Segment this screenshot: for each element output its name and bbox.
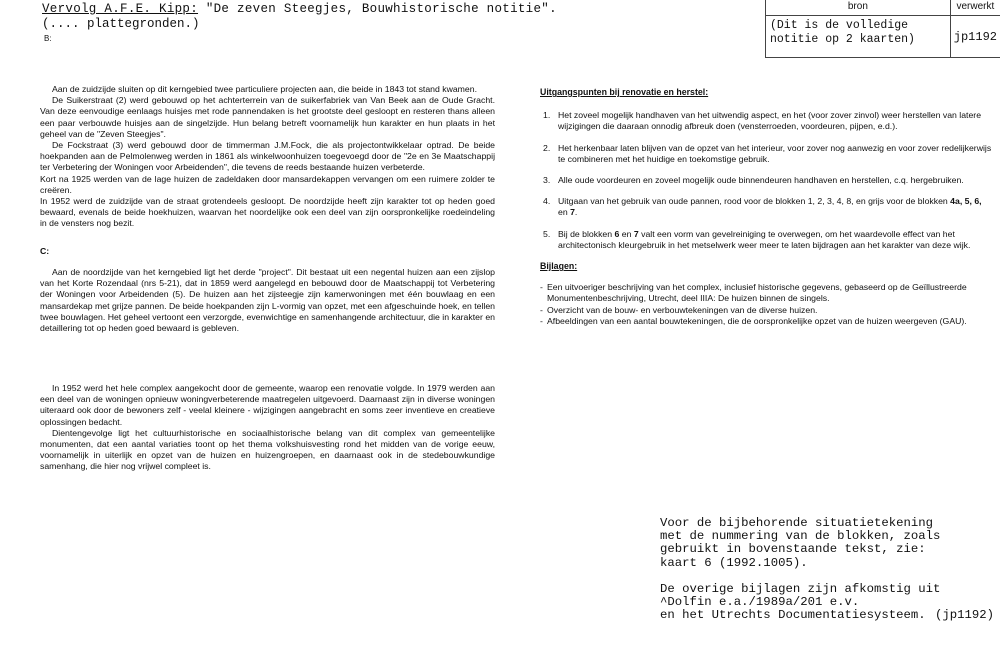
note-line: Voor de bijbehorende situatietekening — [660, 516, 934, 530]
right-column — [540, 87, 992, 327]
paragraph: In 1952 werd de zuidzijde van de straat grotendeels gesloopt. De noordzijde heeft zijn karakter tot op heden goed bewaard, evenals de beide hoekhuizen, waarvan het noordelijke ook een deel van zijn oorspronkelijke roedeindeling in de vensters nog bezit. — [40, 196, 495, 229]
list-item: 3. Alle oude voordeuren en zoveel mogelijk oude binnendeuren handhaven en herstellen, c.q. hergebruiken. — [543, 175, 964, 186]
left-column-end — [40, 383, 495, 473]
note-line: en het Utrechts Documentatiesysteem. (jp1192) — [660, 608, 994, 623]
list-item: 2. Het herkenbaar laten blijven van de opzet van het interieur, voor zover nog aanwezig en voor zover redelijkerwijs te combineren met het huidige en toekomstige gebruik. — [543, 142, 992, 164]
bullet-item: - Een uitvoeriger beschrijving van het complex, inclusief historische gegevens, gebaseerd op de Geïllustreerde Monumentenbeschrijving, Utrecht, deel IIIA: De huizen binnen de singels. — [540, 282, 967, 304]
left-column-c — [40, 267, 495, 334]
note-line: met de nummering van de blokken, zoals — [660, 529, 941, 544]
note-line: ^Dolfin e.a./1989a/201 e.v. — [660, 595, 860, 610]
source-value: (Dit is de volledige notitie op 2 kaarten) — [766, 16, 951, 58]
typed-note — [660, 517, 1000, 622]
paragraph: Dientengevolge ligt het cultuurhistorische en sociaalhistorische belang van dit complex van gemeentelijke monumenten, dat een aantal variaties toont op het thema volkshuisvesting rond het midden van de vorige eeuw, voornamelijk in uiterlijk en opzet van de huizen en huizengroepen, en daarnaast ook in de stedebouwkundige samenhang, die hier nog vrijwel compleet is. — [40, 427, 495, 472]
bullet-item: - Overzicht van de bouw- en verbouwtekeningen van de diverse huizen. — [540, 304, 818, 315]
note-line: gebruikt in bovenstaande tekst, zie: — [660, 542, 926, 557]
source-col-header: bron — [766, 0, 951, 16]
list-item: 1. Het zoveel mogelijk handhaven van het uitwendig aspect, en het (voor zover zinvol) weer herstellen van latere wijzigingen die daaraan onnodig afbreuk doen (vensterroeden, voordeuren, pijpen, e.d.). — [543, 110, 982, 132]
paragraph: Aan de noordzijde van het kerngebied ligt het derde "project". Dit bestaat uit een negental huizen aan een zijslop van het Korte Rozendaal (nrs 5-21), dat in 1859 werd aangelegd en bebouwd door de Maatschappij tot Verbetering der Woningen voor Arbeidenden (5). De huizen aan het zijsteegje zijn kamerwoningen met één bouwlaag en een mansardekap met grijze pannen. De beide hoekpanden zijn L-vormig van opzet, met een afgeschuinde hoek, en tellen twee bouwlagen. Het geheel vertoont een verzorgde, evenwichtige en samenhangende architectuur, die in karakter en detaillering tot op heden goed bewaard is gebleven. — [40, 267, 495, 334]
note-line: kaart 6 (1992.1005). — [660, 555, 808, 570]
bullet-item: - Afbeeldingen van een aantal bouwtekeningen, die de oorspronkelijke opzet van de huizen weergeven (GAU). — [540, 315, 967, 326]
note-signature: (jp1192) — [934, 608, 994, 623]
attachments-heading: Bijlagen: — [540, 261, 578, 272]
list-item: 5. Bij de blokken 6 en 7 valt een vorm van gevelreiniging te overwegen, om het waardevolle effect van het architectonisch kleurgebruik in het metselwerk weer meer te laten bijdragen aan het karakter van deze wijk. — [543, 228, 971, 250]
note-line: De overige bijlagen zijn afkomstig uit — [660, 581, 941, 596]
paragraph: In 1952 werd het hele complex aangekocht door de gemeente, waarop een renovatie volgde. In 1979 werden aan een deel van de woningen opnieuw woningverbeterende maatregelen uitgevoerd. Daarnaast zijn in diverse woningen uiteraard ook door de bewoners zelf - veelal kleinere - wijzigingen aangebracht en soms zeer inventieve en creatieve oplossingen bedacht. — [40, 383, 495, 427]
section-c-label: C: — [40, 246, 50, 256]
paragraph: Kort na 1925 werden van de lage huizen de zadeldaken door mansardekappen vervangen om een ruimere zolder te creëren. — [40, 173, 495, 195]
list-item: 4. Uitgaan van het gebruik van oude pannen, rood voor de blokken 1, 2, 3, 4, 8, en grijs voor de blokken 4a, 5, 6, en 7. — [543, 196, 982, 218]
header-line — [42, 2, 557, 16]
processed-value: jp1192 — [950, 16, 1000, 58]
section-b-label: B: — [44, 34, 52, 43]
renovation-heading: Uitgangspunten bij renovatie en herstel: — [540, 87, 709, 97]
source-box — [765, 0, 1000, 58]
header-subtitle: (.... plattegronden.) — [42, 17, 200, 31]
paragraph: De Suikerstraat (2) werd gebouwd op het achterterrein van de suikerfabriek van Van Beek aan de Oude Gracht. Van deze eenvoudige eenlaags huisjes met rode pannendaken is het grootste deel gesloopt en resteren thans alleen een paar verbouwde huisjes aan de singelzijde. Hun belang betreft voornamelijk hun karakter en hun plaats in het geheel van de "Zeven Steegjes". — [40, 95, 495, 139]
header-author: Vervolg A.F.E. Kipp: — [42, 2, 199, 16]
paragraph: De Fockstraat (3) werd gebouwd door de timmerman J.M.Fock, die als projectontwikkelaar optrad. De beide hoekpanden aan de Pelmolenweg werden in 1861 als winkelwoonhuizen toegevoegd door de "2e en 3e Maatschappij ter Verbetering der Woningen voor Arbeidenden", die tevens de reeds bestaande huizen verbeterde. — [40, 140, 495, 173]
left-column — [40, 84, 495, 230]
header-title: "De zeven Steegjes, Bouwhistorische notitie". — [198, 2, 557, 16]
paragraph: Aan de zuidzijde sluiten op dit kerngebied twee particuliere projecten aan, die beide in 1843 tot stand kwamen. — [52, 84, 477, 94]
processed-col-header: verwerkt — [950, 0, 1000, 16]
